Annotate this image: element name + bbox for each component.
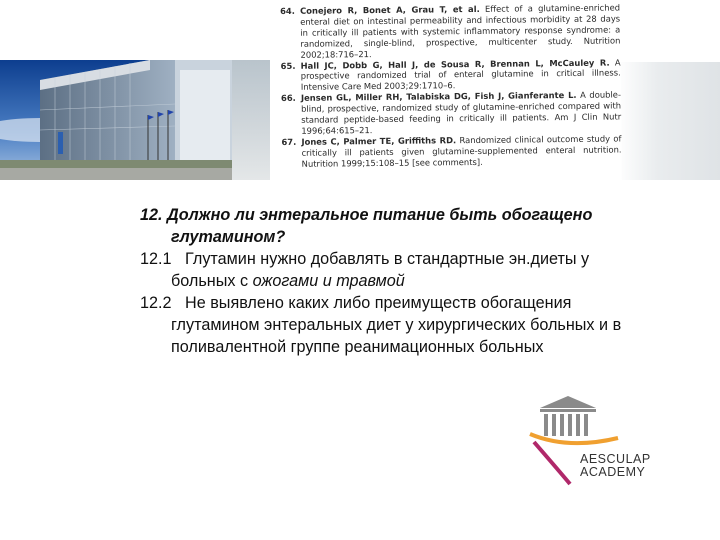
reference-number: 64. bbox=[280, 5, 295, 16]
logo-wordmark bbox=[580, 453, 651, 478]
answer-line: поливалентной группе реанимационных больных bbox=[171, 338, 544, 356]
reference-body: A prospective randomized trial of enteral glutamine in critical illness. Intensive Care Med 2003;29:1710–6. bbox=[300, 56, 621, 93]
reference-body: Randomized clinical outcome study of critically ill patients given glutamine-supplemented enteral nutrition. Nutrition 1999;15:108–15 [see comments]. bbox=[301, 133, 622, 169]
question-heading bbox=[140, 204, 700, 226]
answer-line: Глутамин нужно добавлять в стандартные эн.диеты у bbox=[185, 250, 590, 268]
reference-authors: Jones C, Palmer TE, Griffiths RD. bbox=[301, 135, 457, 147]
logo-line-2: ACADEMY bbox=[580, 464, 646, 479]
reference-item bbox=[281, 90, 621, 137]
question-line-2: глутамином? bbox=[171, 228, 286, 246]
question-line-1: Должно ли энтеральное питание быть обогащено bbox=[167, 206, 593, 224]
answer-number: 12.2 bbox=[140, 294, 172, 312]
photo-fade-right bbox=[617, 62, 720, 180]
reference-text bbox=[301, 90, 621, 137]
main-text bbox=[140, 204, 700, 358]
answer-12-2 bbox=[140, 292, 700, 314]
answer-12-1 bbox=[140, 248, 700, 270]
answer-line: Не выявлено каких либо преимуществ обогащения bbox=[185, 294, 572, 312]
reference-authors: Conejero R, Bonet A, Grau T, et al. bbox=[299, 3, 480, 16]
reference-item bbox=[281, 57, 621, 93]
answer-12-1-cont bbox=[140, 270, 700, 292]
question-number: 12. bbox=[140, 206, 163, 224]
reference-body: Effect of a glutamine-enriched enteral diet on intestinal permeability and infectious morbidity at 28 days in critically ill patients with systemic inflammatory response syndrome: a randomized, single-blind, prospective, multicenter study. Nutrition 2002;18:716–21. bbox=[300, 2, 621, 60]
answer-line: больных с bbox=[171, 272, 253, 290]
reference-number: 67. bbox=[281, 136, 297, 147]
reference-authors: Jensen GL, Miller RH, Talabiska DG, Fish J, Gianferante L. bbox=[300, 90, 577, 104]
building-photo bbox=[0, 60, 232, 180]
logo-line-1: AESCULAP bbox=[580, 452, 651, 466]
answer-number: 12.1 bbox=[140, 250, 172, 268]
reference-text bbox=[301, 133, 621, 169]
reference-number: 65. bbox=[280, 60, 296, 71]
references-scan bbox=[280, 2, 622, 202]
reference-number: 66. bbox=[280, 93, 296, 104]
reference-text bbox=[300, 2, 621, 60]
reference-item bbox=[280, 2, 621, 60]
reference-item bbox=[281, 133, 621, 169]
reference-body: A double-blind, prospective, randomized study of glutamine-enriched compared with standard peptide-based feeding in critically ill patients. Am J Clin Nutr 1996;64:615–21. bbox=[301, 89, 622, 136]
reference-text bbox=[301, 57, 621, 93]
answer-line: глутамином энтеральных диет у хирургических больных и в bbox=[171, 316, 622, 334]
reference-authors: Hall JC, Dobb G, Hall J, de Sousa R, Brennan L, McCauley R. bbox=[300, 57, 610, 71]
answer-emphasis: ожогами и травмой bbox=[252, 272, 405, 290]
photo-side-strip bbox=[232, 60, 270, 180]
